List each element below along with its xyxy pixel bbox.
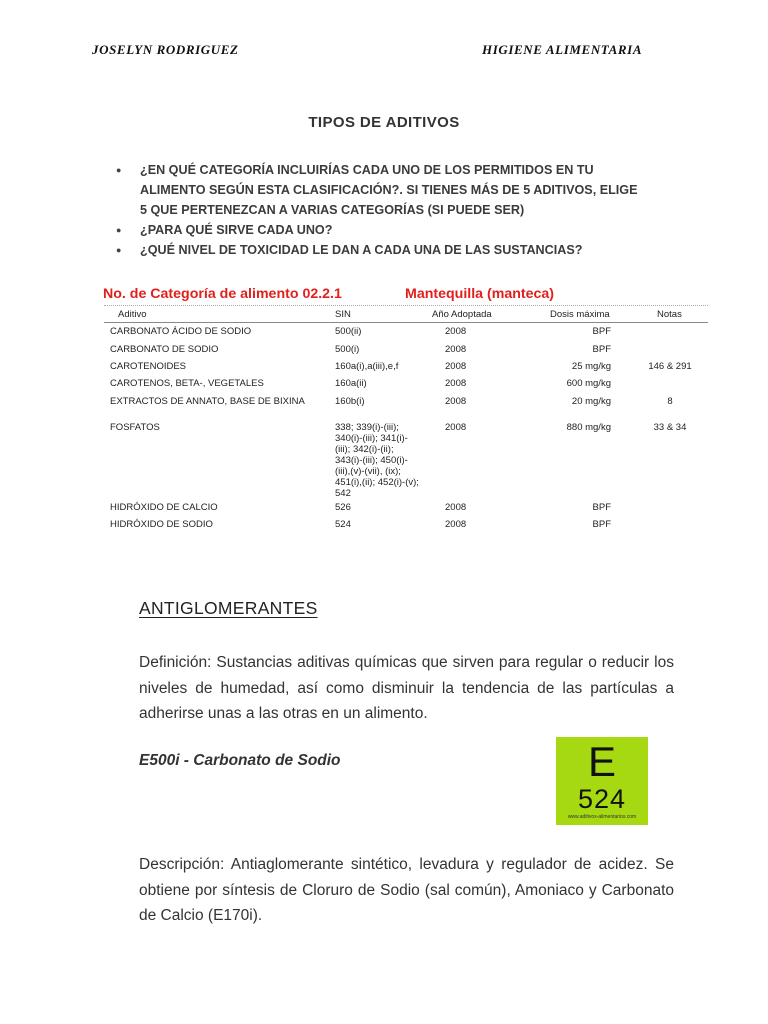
year-cell: 2008: [445, 361, 467, 372]
notes-cell: 146 & 291: [648, 361, 692, 372]
dose-cell: 880 mg/kg: [566, 422, 611, 433]
e-number-badge: [556, 737, 648, 825]
additive-cell: CAROTENOIDES: [110, 361, 187, 372]
description-paragraph: Descripción: Antiaglomerante sintético, levadura y regulador de acidez. Se obtiene por síntesis de Cloruro de Sodio (sal común), Amoniaco y Carbonato de Calcio (E170i).: [139, 856, 674, 924]
sin-cell: 160a(i),a(iii),e,f: [335, 361, 399, 372]
column-header: Dosis máxima: [550, 309, 610, 320]
dose-cell: BPF: [592, 326, 611, 337]
badge-url: www.aditivos-alimentarios.com: [567, 814, 637, 820]
badge-number: 524: [577, 784, 627, 814]
year-cell: 2008: [445, 396, 467, 407]
notes-cell: 8: [667, 396, 673, 407]
additive-cell: FOSFATOS: [110, 422, 160, 433]
sin-cell: 500(ii): [335, 326, 362, 337]
additive-cell: HIDRÓXIDO DE SODIO: [110, 519, 213, 530]
dose-cell: 25 mg/kg: [571, 361, 611, 372]
year-cell: 2008: [445, 519, 467, 530]
year-cell: 2008: [445, 344, 467, 355]
dose-cell: BPF: [592, 519, 611, 530]
sin-cell: 160b(i): [335, 396, 365, 407]
badge-letter: E: [587, 738, 616, 785]
dose-cell: BPF: [592, 344, 611, 355]
column-header: Aditivo: [118, 309, 147, 320]
category-label: No. de Categoría de alimento 02.2.1: [103, 286, 342, 302]
additive-cell: CARBONATO ÁCIDO DE SODIO: [110, 326, 252, 337]
page-title: TIPOS DE ADITIVOS: [308, 114, 460, 131]
questions-list: [116, 160, 646, 260]
food-label: Mantequilla (manteca): [405, 286, 554, 302]
dose-cell: 600 mg/kg: [566, 378, 611, 389]
additive-cell: HIDRÓXIDO DE CALCIO: [110, 502, 218, 513]
header-author: JOSELYN RODRIGUEZ: [92, 42, 239, 57]
dose-cell: BPF: [592, 502, 611, 513]
section-heading: ANTIGLOMERANTES: [139, 598, 318, 618]
question-item: ● ¿QUÉ NIVEL DE TOXICIDAD LE DAN A CADA UNA DE LAS SUSTANCIAS?: [116, 240, 646, 260]
additive-cell: EXTRACTOS DE ANNATO, BASE DE BIXINA: [110, 396, 305, 407]
additive-cell: CAROTENOS, BETA-, VEGETALES: [110, 378, 264, 389]
sin-cell: 526: [335, 502, 351, 513]
column-header: SIN: [335, 309, 351, 320]
sin-cell: 338; 339(i)-(iii); 340(i)-(iii); 341(i)-(iii); 342(i)-(ii); 343(i)-(iii); 450(i)-(iii),(v)-(vii), (ix); 451(i),(ii); 452(i)-(v); 542: [335, 422, 419, 499]
table-header-row: [104, 305, 708, 323]
year-cell: 2008: [445, 326, 467, 337]
column-header: Año Adoptada: [432, 309, 492, 320]
additive-cell: CARBONATO DE SODIO: [110, 344, 219, 355]
question-item: ● ¿PARA QUÉ SIRVE CADA UNO?: [116, 220, 646, 240]
question-item: ● ¿EN QUÉ CATEGORÍA INCLUIRÍAS CADA UNO DE LOS PERMITIDOS EN TU ALIMENTO SEGÚN ESTA CLASIFICACIÓN?. SI TIENES MÁS DE 5 ADITIVOS, ELIGE 5 QUE PERTENEZCAN A VARIAS CATEGORÍAS (SI PUEDE SER): [116, 160, 646, 220]
year-cell: 2008: [445, 378, 467, 389]
additive-name: E500i - Carbonato de Sodio: [139, 752, 341, 769]
dose-cell: 20 mg/kg: [571, 396, 611, 407]
additives-table: [104, 305, 708, 530]
sin-cell: 524: [335, 519, 351, 530]
header-course: HIGIENE ALIMENTARIA: [482, 42, 643, 57]
year-cell: 2008: [445, 422, 467, 433]
year-cell: 2008: [445, 502, 467, 513]
column-header: Notas: [657, 309, 682, 320]
sin-cell: 500(i): [335, 344, 360, 355]
sin-cell: 160a(ii): [335, 378, 367, 389]
definition-paragraph: Definición: Sustancias aditivas químicas que sirven para regular o reducir los niveles de humedad, así como disminuir la tendencia de las partículas a adherirse unas a las otras en un alimento.: [139, 654, 674, 722]
notes-cell: 33 & 34: [653, 422, 687, 433]
